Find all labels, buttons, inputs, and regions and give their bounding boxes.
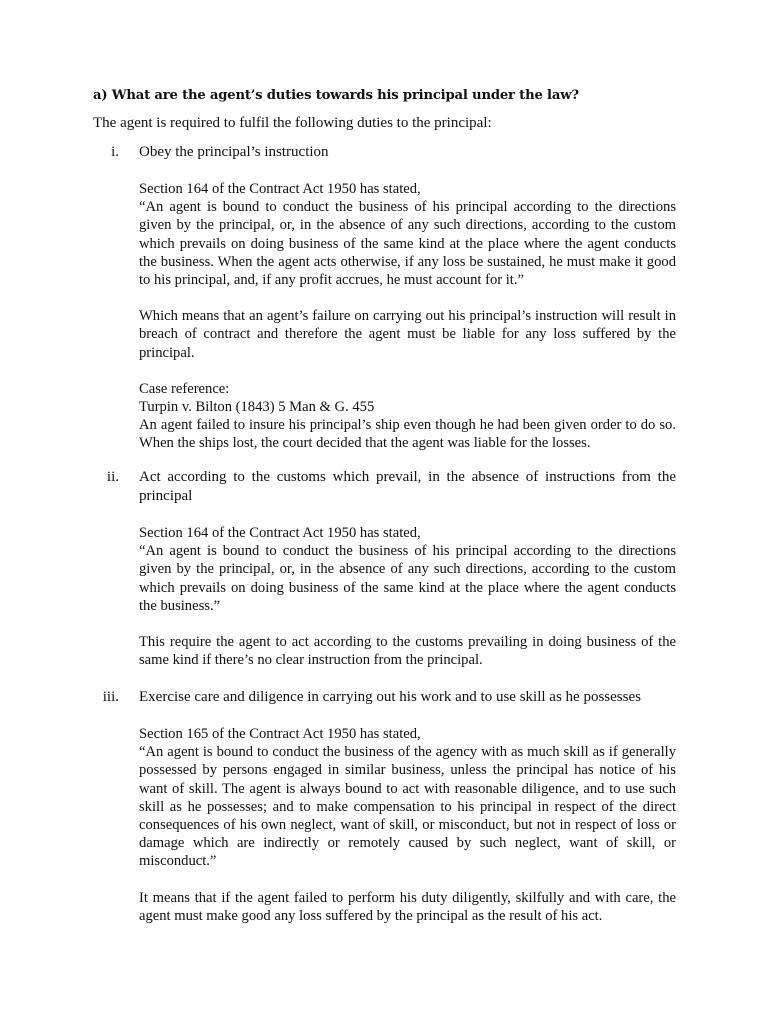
case-block bbox=[139, 380, 676, 453]
item-body bbox=[139, 143, 676, 453]
section-reference: Section 164 of the Contract Act 1950 has stated, bbox=[139, 181, 421, 197]
section-reference: Section 164 of the Contract Act 1950 has stated, bbox=[139, 525, 421, 541]
statute-block bbox=[139, 524, 676, 615]
section-reference: Section 165 of the Contract Act 1950 has stated, bbox=[139, 726, 421, 742]
case-citation: Turpin v. Bilton (1843) 5 Man & G. 455 bbox=[139, 399, 375, 416]
explanation-paragraph: It means that if the agent failed to perform his duty diligently, skilfully and with care, the agent must make good any loss suffered by the principal as the result of his act. bbox=[139, 889, 676, 924]
item-title: Act according to the customs which prevail, in the absence of instructions from the principal bbox=[139, 469, 676, 504]
statute-block bbox=[139, 180, 676, 289]
item-numeral: ii. bbox=[106, 469, 119, 485]
intro-sentence: The agent is required to fulfil the following duties to the principal: bbox=[93, 115, 492, 131]
explanation-paragraph: Which means that an agent’s failure on carrying out his principal’s instruction will result in breach of contract and therefore the agent must be liable for any loss suffered by the principal. bbox=[139, 308, 676, 361]
case-label: Case reference: bbox=[139, 380, 230, 397]
statute-quote: “An agent is bound to conduct the business of his principal according to the directions given by the principal, or, in the absence of any such directions, according to the custom which prevails on doing business of the same kind at the place where the agent conducts the business. When the agent acts otherwise, if any loss be sustained, he must make it good to his principal, and, if any profit accrues, he must account for it.” bbox=[139, 199, 676, 289]
item-body bbox=[139, 468, 676, 669]
explanation-paragraph: This require the agent to act according to the customs prevailing in doing business of the same kind if there’s no clear instruction from the principal. bbox=[139, 634, 676, 669]
item-title: Obey the principal’s instruction bbox=[139, 144, 329, 160]
statute-quote: “An agent is bound to conduct the business of his principal according to the directions given by the principal, or, in the absence of any such directions, according to the custom which prevails on doing business of the same kind at the place where the agent conducts the business.” bbox=[139, 543, 676, 614]
item-numeral: iii. bbox=[102, 689, 119, 705]
statute-block bbox=[139, 725, 676, 871]
question-heading: a) What are the agent’s duties towards his principal under the law? bbox=[93, 88, 579, 103]
item-numeral: i. bbox=[111, 144, 119, 160]
case-summary: An agent failed to insure his principal’s ship even though he had been given order to do so. When the ships lost, the court decided that the agent was liable for the losses. bbox=[139, 417, 676, 452]
statute-quote: “An agent is bound to conduct the business of the agency with as much skill as if generally possessed by persons engaged in similar business, unless the principal has notice of his want of skill. The agent is always bound to act with reasonable diligence, and to use such skill as he possesses; and to make compensation to his principal in respect of the direct consequences of his own neglect, want of skill, or misconduct, but not in respect of loss or damage which are indirectly or remotely caused by such neglect, want of skill, or misconduct.” bbox=[139, 744, 676, 870]
item-title: Exercise care and diligence in carrying out his work and to use skill as he possesses bbox=[139, 689, 641, 705]
item-body bbox=[139, 688, 676, 925]
